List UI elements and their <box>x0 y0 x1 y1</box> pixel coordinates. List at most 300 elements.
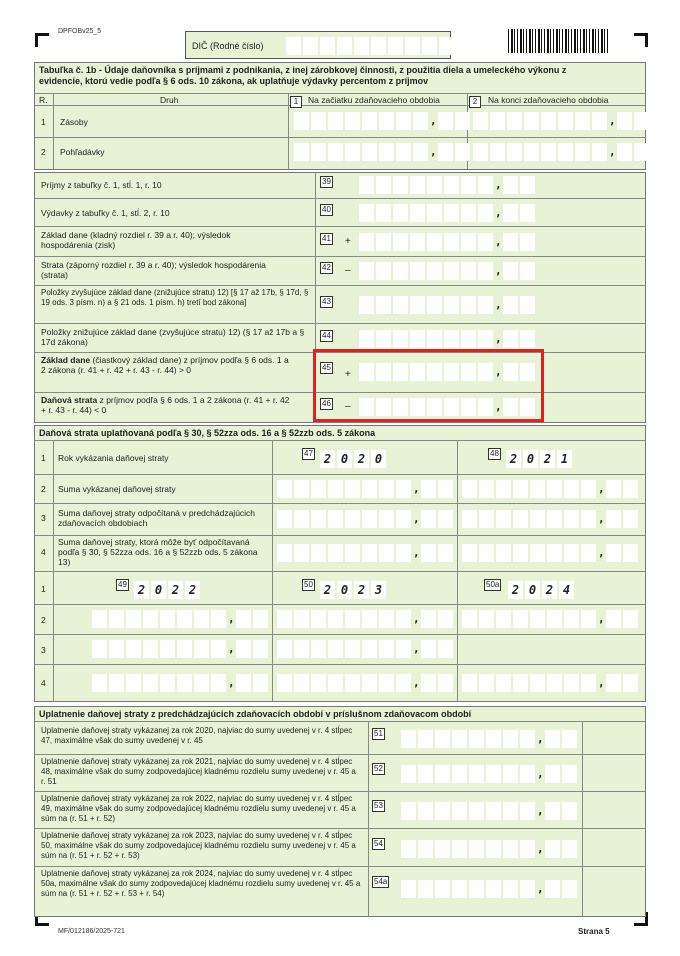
digit-box <box>359 176 374 194</box>
line-54-input[interactable] <box>401 840 579 858</box>
digit-box <box>520 176 535 194</box>
digit-box <box>421 674 436 692</box>
digit-box: 2 <box>540 450 555 468</box>
digit-box <box>496 610 511 628</box>
loss-b3-col49-input[interactable] <box>92 640 270 658</box>
decimal-comma: , <box>598 512 605 525</box>
decimal-comma: , <box>495 264 502 277</box>
digit-box <box>311 510 326 528</box>
decimal-comma: , <box>413 612 420 625</box>
year-2021-input[interactable] <box>506 450 574 468</box>
digit-box <box>359 330 374 348</box>
digit-box <box>362 510 377 528</box>
digit-box <box>444 262 459 280</box>
line-54a-input[interactable] <box>401 880 579 898</box>
digit-box <box>507 143 522 161</box>
digit-box <box>143 640 158 658</box>
loss-b4-col50a-input[interactable] <box>462 674 640 692</box>
line-45-label <box>41 355 291 375</box>
loss-3-col47-input[interactable] <box>277 510 455 528</box>
line-52-number: 52 <box>374 764 383 773</box>
digit-box <box>435 765 450 783</box>
digit-box <box>547 544 562 562</box>
digit-box <box>503 730 518 748</box>
digit-box <box>438 510 453 528</box>
digit-box <box>479 544 494 562</box>
digit-box <box>379 112 394 130</box>
line-44-input[interactable] <box>359 330 537 348</box>
digit-box <box>194 610 209 628</box>
loss-2-col48-input[interactable] <box>462 480 640 498</box>
digit-box <box>410 204 425 222</box>
digit-box <box>503 233 518 251</box>
digit-box <box>277 480 292 498</box>
digit-box <box>92 610 107 628</box>
digit-box <box>421 640 436 658</box>
line-53-input[interactable] <box>401 802 579 820</box>
line-45-sign: + <box>345 369 351 380</box>
decimal-comma: , <box>609 114 616 127</box>
digit-box <box>401 880 416 898</box>
digit-box <box>452 730 467 748</box>
digit-box <box>486 840 501 858</box>
digit-box <box>486 802 501 820</box>
digit-box <box>564 480 579 498</box>
digit-box: 2 <box>354 581 369 599</box>
digit-box <box>294 544 309 562</box>
digit-box: 0 <box>371 450 386 468</box>
digit-box <box>581 610 596 628</box>
digit-box <box>444 296 459 314</box>
table-rule <box>34 604 646 605</box>
digit-box <box>427 262 442 280</box>
digit-box <box>311 480 326 498</box>
line-42-input[interactable] <box>359 262 537 280</box>
digit-box <box>294 143 309 161</box>
digit-box <box>362 674 377 692</box>
digit-box <box>524 143 539 161</box>
digit-box <box>211 674 226 692</box>
digit-box <box>455 143 470 161</box>
table-rule <box>34 256 646 257</box>
digit-box <box>623 610 638 628</box>
line-41-input[interactable] <box>359 233 537 251</box>
digit-box <box>503 330 518 348</box>
digit-box <box>606 544 621 562</box>
digit-box <box>530 610 545 628</box>
digit-box <box>496 544 511 562</box>
digit-box <box>177 610 192 628</box>
apply-51-label: Uplatnenie daňovej straty vykázanej za rok 2020, najviac do sumy uvedenej v r. 4 stĺpec 47, maximálne však do sumy uvedenej v r. 45 <box>41 726 353 745</box>
row-number: 3 <box>41 645 46 655</box>
digit-box: 0 <box>523 450 538 468</box>
line-39-input[interactable] <box>359 176 537 194</box>
digit-box <box>418 730 433 748</box>
digit-box <box>393 204 408 222</box>
decimal-comma: , <box>495 235 502 248</box>
apply-53-label: Uplatnenie daňovej straty vykázanej za rok 2022, najviac do sumy uvedenej v r. 4 stĺpec 49, maximálne však do sumy zodpovedajúcej kladnému rozdielu sumy uvedenej v r. 45 a súm na (r. 51 + r. 52) <box>41 794 356 823</box>
year-digit: 2 <box>320 450 335 468</box>
digit-box <box>311 674 326 692</box>
table-rule <box>34 535 646 536</box>
digit-box <box>396 544 411 562</box>
digit-box <box>435 840 450 858</box>
digit-box <box>362 544 377 562</box>
line-43-number: 43 <box>322 297 331 306</box>
pohladavky-start-input[interactable] <box>294 143 472 161</box>
digit-box <box>422 37 437 55</box>
decimal-comma: , <box>430 145 437 158</box>
table-rule <box>34 828 646 829</box>
digit-box <box>345 143 360 161</box>
digit-box <box>623 480 638 498</box>
line-54a-number: 54a <box>374 877 388 886</box>
decimal-comma: , <box>495 298 502 311</box>
line-51-input[interactable] <box>401 730 579 748</box>
line-45-number: 45 <box>322 363 331 372</box>
year-2024-input[interactable] <box>508 581 576 599</box>
table-rule <box>34 226 646 227</box>
line-43-input[interactable] <box>359 296 537 314</box>
digit-box <box>160 640 175 658</box>
line-46-text: z príjmov podľa § 6 ods. 1 a 2 zákona (r. 41 + r. 42 + r. 43 - r. 44) < 0 <box>41 395 290 415</box>
footer-code: MF/012186/2025-721 <box>58 928 125 935</box>
digit-box <box>393 233 408 251</box>
digit-box <box>479 510 494 528</box>
digit-box <box>418 802 433 820</box>
digit-box <box>562 730 577 748</box>
table-rule <box>34 105 646 106</box>
digit-box <box>581 674 596 692</box>
table-rule <box>34 323 646 324</box>
digit-box <box>452 765 467 783</box>
digit-box <box>362 112 377 130</box>
year-2022-input[interactable] <box>134 581 202 599</box>
digit-box <box>444 204 459 222</box>
decimal-comma: , <box>495 178 502 191</box>
digit-box <box>462 480 477 498</box>
row-number: 1 <box>41 117 46 127</box>
digit-box <box>337 37 352 55</box>
decimal-comma: , <box>228 642 235 655</box>
dic-box <box>185 31 451 59</box>
digit-box <box>545 765 560 783</box>
digit-box <box>541 112 556 130</box>
line-53-number: 53 <box>374 801 383 810</box>
loss-row-4-label: Suma daňovej straty, ktorá môže byť odpočítavaná podľa § 30, § 52zza ods. 16 a § 52zzb ods. 5 zákona 13) <box>58 537 258 567</box>
digit-box <box>362 480 377 498</box>
digit-box <box>427 330 442 348</box>
digit-box <box>413 143 428 161</box>
digit-box <box>126 674 141 692</box>
col-50-number: 50 <box>304 580 313 589</box>
digit-box <box>503 296 518 314</box>
table-rule <box>34 503 646 504</box>
digit-box: 4 <box>559 581 574 599</box>
digit-box <box>393 296 408 314</box>
digit-box <box>564 610 579 628</box>
digit-box <box>379 610 394 628</box>
digit-box <box>581 544 596 562</box>
zasoby-end-input[interactable] <box>473 112 651 130</box>
table-rule <box>272 440 273 571</box>
digit-box <box>177 674 192 692</box>
digit-box <box>520 765 535 783</box>
row-label-pohladavky: Pohľadávky <box>60 147 105 157</box>
digit-box <box>606 480 621 498</box>
row-number: 2 <box>41 615 46 625</box>
digit-box <box>328 640 343 658</box>
table-rule <box>34 634 646 635</box>
line-40-number: 40 <box>322 205 331 214</box>
table-rule <box>34 474 646 475</box>
digit-box <box>545 840 560 858</box>
form-code: DPFOBv25_5 <box>58 28 102 35</box>
line-42-number: 42 <box>322 263 331 272</box>
digit-box <box>359 296 374 314</box>
digit-box <box>410 262 425 280</box>
digit-box: 2 <box>168 581 183 599</box>
digit-box <box>623 510 638 528</box>
digit-box <box>92 640 107 658</box>
digit-box: 1 <box>557 450 572 468</box>
digit-box <box>362 640 377 658</box>
digit-box <box>311 640 326 658</box>
table-rule <box>34 721 646 722</box>
digit-box <box>479 480 494 498</box>
col-49-number: 49 <box>118 580 127 589</box>
line-40-input[interactable] <box>359 204 537 222</box>
decimal-comma: , <box>413 482 420 495</box>
col-druh-header: Druh <box>160 95 179 105</box>
zasoby-start-input[interactable] <box>294 112 472 130</box>
loss-4-col48-input[interactable] <box>462 544 640 562</box>
digit-box <box>379 544 394 562</box>
digit-box <box>520 840 535 858</box>
digit-box <box>486 730 501 748</box>
digit-box <box>311 544 326 562</box>
digit-box <box>418 765 433 783</box>
table-rule <box>34 285 646 286</box>
loss-b2-col50a-input[interactable] <box>462 610 640 628</box>
digit-box <box>160 674 175 692</box>
digit-box <box>418 880 433 898</box>
digit-box <box>311 112 326 130</box>
decimal-comma: , <box>228 676 235 689</box>
loss-row-2-label: Suma vykázanej daňovej straty <box>58 484 176 494</box>
digit-box <box>461 176 476 194</box>
digit-box <box>513 610 528 628</box>
digit-box <box>520 330 535 348</box>
digit-box <box>530 510 545 528</box>
digit-box <box>461 330 476 348</box>
digit-box <box>496 480 511 498</box>
digit-box <box>410 296 425 314</box>
row-label-zasoby: Zásoby <box>60 117 88 127</box>
digit-box <box>393 330 408 348</box>
line-39-label: Príjmy z tabuľky č. 1, stĺ. 1, r. 10 <box>41 180 162 190</box>
digit-box <box>401 840 416 858</box>
digit-box <box>277 674 292 692</box>
decimal-comma: , <box>537 804 544 817</box>
digit-box <box>109 640 124 658</box>
digit-box <box>345 544 360 562</box>
digit-box <box>359 262 374 280</box>
table-rule <box>272 571 273 702</box>
digit-box <box>562 765 577 783</box>
digit-box <box>547 480 562 498</box>
digit-box <box>547 674 562 692</box>
digit-box <box>126 640 141 658</box>
digit-box <box>211 640 226 658</box>
digit-box <box>452 802 467 820</box>
decimal-comma: , <box>413 676 420 689</box>
digit-box <box>575 112 590 130</box>
digit-box <box>345 480 360 498</box>
digit-box <box>503 880 518 898</box>
digit-box <box>277 640 292 658</box>
apply-table-title: Uplatnenie daňovej straty z predchádzajúcich zdaňovacích období v príslušnom zdaňovacom období <box>39 709 472 719</box>
digit-box <box>606 510 621 528</box>
decimal-comma: , <box>495 332 502 345</box>
loss-b4-col49-input[interactable] <box>92 674 270 692</box>
digit-box <box>461 204 476 222</box>
digit-box <box>634 143 649 161</box>
digit-box <box>513 544 528 562</box>
decimal-comma: , <box>430 114 437 127</box>
digit-box <box>581 510 596 528</box>
digit-box <box>194 640 209 658</box>
table-rule <box>34 866 646 867</box>
digit-box <box>236 674 251 692</box>
digit-box <box>564 510 579 528</box>
digit-box <box>479 674 494 692</box>
table-rule <box>34 571 646 572</box>
col-50a-number: 50a <box>486 580 500 589</box>
digit-box <box>236 640 251 658</box>
loss-b2-col49-input[interactable] <box>92 610 270 628</box>
table-rule <box>457 440 458 571</box>
loss-2-col47-input[interactable] <box>277 480 455 498</box>
digit-box <box>575 143 590 161</box>
pohladavky-end-input[interactable] <box>473 143 651 161</box>
digit-box <box>469 802 484 820</box>
highlight-rectangle <box>313 349 544 422</box>
digit-box <box>455 112 470 130</box>
digit-box <box>410 233 425 251</box>
loss-row-3-label: Suma daňovej straty odpočítaná v predchádzajúcich zdaňovacích obdobiach <box>58 508 256 528</box>
digit-box <box>328 143 343 161</box>
row-number: 4 <box>41 678 46 688</box>
digit-box <box>379 143 394 161</box>
decimal-comma: , <box>495 206 502 219</box>
digit-box <box>427 176 442 194</box>
loss-b2-col50-input[interactable] <box>277 610 455 628</box>
line-52-input[interactable] <box>401 765 579 783</box>
dic-input[interactable] <box>286 37 456 55</box>
digit-box <box>388 37 403 55</box>
table-rule <box>34 137 646 138</box>
digit-box <box>634 112 649 130</box>
page-number: Strana 5 <box>578 927 610 936</box>
digit-box <box>623 544 638 562</box>
loss-4-col47-input[interactable] <box>277 544 455 562</box>
line-46-bold: Daňová strata <box>41 395 98 405</box>
digit-box <box>503 204 518 222</box>
digit-box <box>438 640 453 658</box>
digit-box <box>294 640 309 658</box>
digit-box <box>452 880 467 898</box>
decimal-comma: , <box>537 767 544 780</box>
line-42-sign: – <box>345 265 351 276</box>
year-2023-input[interactable] <box>320 581 388 599</box>
digit-box <box>520 262 535 280</box>
digit-box <box>617 143 632 161</box>
digit-box <box>545 880 560 898</box>
digit-box <box>379 640 394 658</box>
row-number: 2 <box>41 147 46 157</box>
loss-3-col48-input[interactable] <box>462 510 640 528</box>
decimal-comma: , <box>413 642 420 655</box>
digit-box <box>478 233 493 251</box>
row-number: 4 <box>41 547 46 557</box>
digit-box <box>311 610 326 628</box>
year-2020-input[interactable] <box>320 450 388 468</box>
corner-mark-tr <box>634 33 648 47</box>
digit-box <box>562 880 577 898</box>
digit-box <box>520 296 535 314</box>
corner-mark-tl <box>35 33 49 47</box>
line-44-number: 44 <box>322 331 331 340</box>
digit-box: 2 <box>508 581 523 599</box>
digit-box: 2 <box>506 450 521 468</box>
line-41-sign: + <box>345 236 351 247</box>
digit-box <box>444 233 459 251</box>
digit-box <box>479 610 494 628</box>
digit-box <box>562 840 577 858</box>
loss-b3-col50-input[interactable] <box>277 640 455 658</box>
digit-box <box>92 674 107 692</box>
digit-box: 2 <box>134 581 149 599</box>
table-rule <box>34 754 646 755</box>
digit-box <box>478 204 493 222</box>
digit-box <box>328 480 343 498</box>
digit-box <box>401 765 416 783</box>
digit-box <box>177 640 192 658</box>
digit-box <box>376 330 391 348</box>
loss-table-title: Daňová strata uplatňovaná podľa § 30, § 52zza ods. 16 a § 52zzb ods. 5 zákona <box>39 428 376 438</box>
digit-box <box>345 640 360 658</box>
digit-box <box>311 143 326 161</box>
digit-box <box>421 610 436 628</box>
line-45-bold: Základ dane <box>41 355 91 365</box>
digit-box <box>413 112 428 130</box>
digit-box <box>617 112 632 130</box>
table-rule <box>34 198 646 199</box>
digit-box <box>623 674 638 692</box>
loss-b4-col50-input[interactable] <box>277 674 455 692</box>
decimal-comma: , <box>598 612 605 625</box>
digit-box <box>503 176 518 194</box>
digit-box <box>396 112 411 130</box>
digit-box <box>452 840 467 858</box>
digit-box <box>211 610 226 628</box>
digit-box <box>109 674 124 692</box>
table-rule <box>53 440 54 702</box>
digit-box <box>461 262 476 280</box>
line-42-label: Strata (záporný rozdiel r. 39 a r. 40); výsledok hospodárenia (strata) <box>41 260 266 280</box>
digit-box <box>469 765 484 783</box>
